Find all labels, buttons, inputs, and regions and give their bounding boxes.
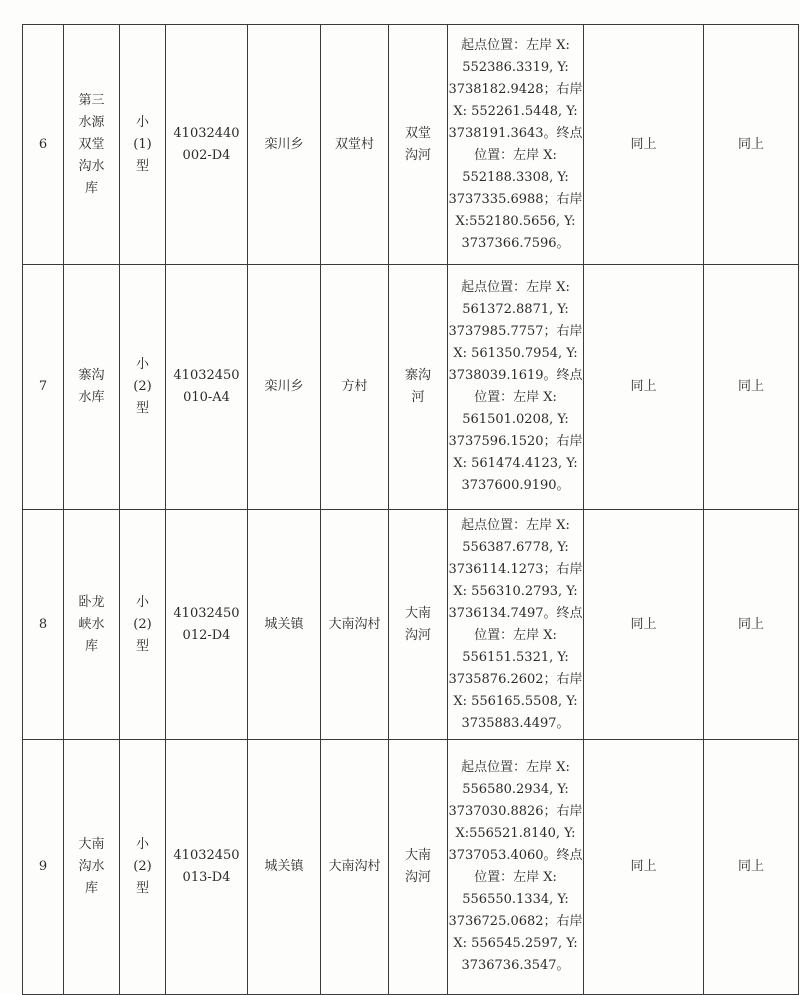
- reservoir-scale: 小(2)型: [120, 510, 166, 740]
- village: 大南沟村: [321, 510, 389, 740]
- reservoir-name: 卧龙峡水库: [64, 510, 120, 740]
- table-row: [23, 740, 799, 995]
- same-as-above-cell: 同上: [584, 740, 704, 995]
- row-number: 7: [23, 265, 64, 510]
- same-as-above-cell: 同上: [704, 265, 799, 510]
- township: 城关镇: [248, 740, 321, 995]
- same-as-above-cell: 同上: [704, 25, 799, 265]
- reservoir-scale: 小(2)型: [120, 265, 166, 510]
- coordinates: 起点位置：左岸 X: 561372.8871, Y: 3737985.7757；右岸 X: 561350.7954, Y: 3738039.1619。终点位置：左岸 X: 561501.0208, Y: 3737596.1520；右岸 X: 561474.4123, Y: 3737600.9190。: [448, 265, 584, 510]
- township: 城关镇: [248, 510, 321, 740]
- same-as-above-cell: 同上: [704, 740, 799, 995]
- township: 栾川乡: [248, 265, 321, 510]
- reservoir-code: 41032450010-A4: [166, 265, 248, 510]
- row-number: 9: [23, 740, 64, 995]
- reservoir-code: 41032440002-D4: [166, 25, 248, 265]
- same-as-above-cell: 同上: [584, 265, 704, 510]
- table-row: [23, 265, 799, 510]
- river: 双堂沟河: [389, 25, 448, 265]
- row-number: 8: [23, 510, 64, 740]
- river: 大南沟河: [389, 510, 448, 740]
- row-number: 6: [23, 25, 64, 265]
- same-as-above-cell: 同上: [704, 510, 799, 740]
- reservoir-table: [22, 24, 799, 995]
- reservoir-scale: 小(2)型: [120, 740, 166, 995]
- township: 栾川乡: [248, 25, 321, 265]
- coordinates: 起点位置：左岸 X: 556580.2934, Y: 3737030.8826；右岸 X:556521.8140, Y: 3737053.4060。终点位置：左岸 X: 556550.1334, Y: 3736725.0682；右岸 X: 556545.2597, Y: 3736736.3547。: [448, 740, 584, 995]
- reservoir-name: 第三水源双堂沟水库: [64, 25, 120, 265]
- coordinates: 起点位置：左岸 X: 556387.6778, Y: 3736114.1273；右岸 X: 556310.2793, Y: 3736134.7497。终点位置：左岸 X: 556151.5321, Y: 3735876.2602；右岸 X: 556165.5508, Y: 3735883.4497。: [448, 510, 584, 740]
- same-as-above-cell: 同上: [584, 510, 704, 740]
- reservoir-code: 41032450013-D4: [166, 740, 248, 995]
- table-row: [23, 510, 799, 740]
- reservoir-name: 大南沟水库: [64, 740, 120, 995]
- village: 大南沟村: [321, 740, 389, 995]
- river: 寨沟河: [389, 265, 448, 510]
- table-row: [23, 25, 799, 265]
- river: 大南沟河: [389, 740, 448, 995]
- coordinates: 起点位置：左岸 X: 552386.3319, Y: 3738182.9428；右岸 X: 552261.5448, Y: 3738191.3643。终点位置：左岸 X: 552188.3308, Y: 3737335.6988；右岸 X:552180.5656, Y: 3737366.7596。: [448, 25, 584, 265]
- reservoir-code: 41032450012-D4: [166, 510, 248, 740]
- village: 双堂村: [321, 25, 389, 265]
- village: 方村: [321, 265, 389, 510]
- reservoir-name: 寨沟水库: [64, 265, 120, 510]
- reservoir-scale: 小(1)型: [120, 25, 166, 265]
- same-as-above-cell: 同上: [584, 25, 704, 265]
